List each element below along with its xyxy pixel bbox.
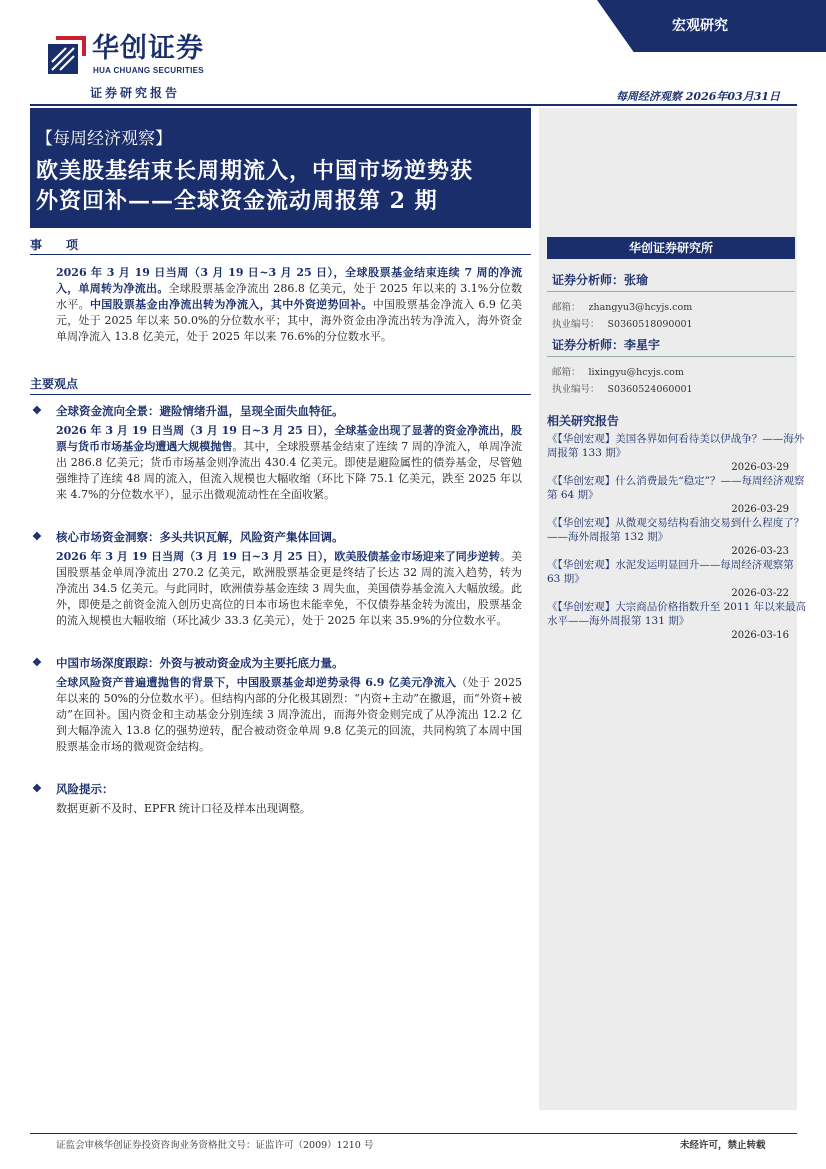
related-reports-header: 相关研究报告 bbox=[547, 414, 620, 428]
diamond-bullet-icon: ❖ bbox=[32, 404, 42, 417]
point-heading: 全球资金流向全景：避险情绪升温，呈现全面失血特征。 bbox=[56, 404, 344, 418]
risk-heading: 风险提示： bbox=[56, 782, 114, 796]
company-logo-icon bbox=[42, 34, 86, 74]
report-info: 每周经济观察 2026年03月31日 bbox=[615, 90, 780, 103]
page-title-line-2: 外资回补——全球资金流动周报第 2 期 bbox=[36, 188, 438, 214]
diamond-bullet-icon: ❖ bbox=[32, 782, 42, 795]
cert-label: 执业编号： bbox=[552, 384, 600, 395]
related-report-link[interactable]: 《【华创宏观】大宗商品价格指数升至 2011 年以来最高水平——海外周报第 131 期》 bbox=[547, 601, 807, 627]
analyst-cert-row bbox=[552, 381, 693, 395]
views-header: 主要观点 bbox=[30, 377, 79, 391]
events-bold-2: 中国股票基金由净流出转为净流入，其中外资逆势回补。 bbox=[89, 298, 373, 311]
point-heading: 中国市场深度跟踪：外资与被动资金成为主要托底力量。 bbox=[56, 656, 344, 670]
analyst-email-row bbox=[552, 299, 692, 313]
analyst-divider bbox=[547, 291, 795, 292]
footer-license: 证监会审核华创证券投资咨询业务资格批文号：证监许可（2009）1210 号 bbox=[56, 1140, 374, 1151]
point-bold: 2026 年 3 月 19 日当周（3 月 19 日~3 月 25 日），全球基金出现了显著的资金净流出，股票与货币市场基金均遭遇大规模抛售 bbox=[56, 424, 522, 453]
point-text: 。美国股票基金单周净流出 270.2 亿美元，欧洲股票基金更是终结了长达 32 周的流入趋势，转为净流出 34.5 亿美元。与此同时，欧洲债券基金连续 3 周失血，美国债券基金流入大幅放缓。此外，即使是之前资金流入创历史高位的日本市场也未能幸免，不仅债券基金转为流出，股票基金的流入规模也大幅收缩（环比减少 33.3 亿美元），处于 2025 年以来 35.9%的分位数水平。 bbox=[56, 550, 523, 627]
email-label: 邮箱： bbox=[552, 302, 581, 313]
point-heading: 核心市场资金洞察：多头共识瓦解，风险资产集体回调。 bbox=[56, 530, 344, 544]
point-paragraph bbox=[56, 549, 522, 629]
document-type: 证券研究报告 bbox=[90, 86, 181, 100]
footer-copyright: 未经许可，禁止转载 bbox=[680, 1140, 766, 1151]
cert-label: 执业编号： bbox=[552, 319, 600, 330]
point-text: 。其中，全球股票基金结束了连续 7 周的净流入，单周净流出 286.8 亿美元；货币市场基金则净流出 430.4 亿美元。即使是避险属性的债券基金，尽管勉强维持了连续 48 周的流入，但流入规模也大幅收缩（环比下降 75.1 亿美元，跌至 2025 年以来 4.7%的分位数水平），显示出微观流动性在全面收紧。 bbox=[56, 440, 522, 501]
analyst-cert: S0360524060001 bbox=[607, 384, 693, 395]
related-report-date: 2026-03-23 bbox=[731, 546, 789, 557]
related-report-link[interactable]: 《【华创宏观】美国各界如何看待美以伊战争？——海外周报第 133 期》 bbox=[547, 433, 805, 459]
related-report-link[interactable]: 《【华创宏观】从微观交易结构看油交易到什么程度了？——海外周报第 132 期》 bbox=[547, 517, 805, 543]
page-title-line-1: 欧美股基结束长周期流入，中国市场逆势获 bbox=[36, 158, 474, 184]
analyst-title: 证券分析师：李星宇 bbox=[552, 338, 661, 352]
related-report-date: 2026-03-29 bbox=[731, 504, 789, 515]
related-report-date: 2026-03-29 bbox=[731, 462, 789, 473]
related-report-date: 2026-03-16 bbox=[731, 630, 789, 641]
risk-text: 数据更新不及时、EPFR 统计口径及样本出现调整。 bbox=[56, 802, 311, 815]
events-text-2: 中国股票基金净流入 6.9 亿美元，处于 2025 年以来 50.0%的分位数水平；其中，海外资金由净流出转为净流入，海外资金单周净流入 13.8 亿美元，处于 2025 年以来 76.6%的分位数水平。 bbox=[56, 298, 522, 343]
diamond-bullet-icon: ❖ bbox=[32, 656, 42, 669]
point-paragraph bbox=[56, 423, 522, 503]
footer-divider bbox=[30, 1133, 797, 1134]
series-tag: 【每周经济观察】 bbox=[36, 129, 172, 149]
analyst-divider bbox=[547, 356, 795, 357]
related-report-link[interactable]: 《【华创宏观】什么消费最先“稳定”？——每周经济观察第 64 期》 bbox=[547, 475, 805, 501]
events-bold-1: 2026 年 3 月 19 日当周（3 月 19 日~3 月 25 日），全球股票基金结束连续 7 周的净流入，单周转为净流出。 bbox=[56, 266, 522, 295]
events-text-1: 全球股票基金净流出 286.8 亿美元，处于 2025 年以来的 3.1%分位数水平。 bbox=[56, 282, 522, 311]
analyst-cert: S0360518090001 bbox=[607, 319, 693, 330]
header-divider bbox=[30, 104, 797, 106]
related-report-date: 2026-03-22 bbox=[731, 588, 789, 599]
events-paragraph bbox=[56, 265, 522, 345]
point-bold: 全球风险资产普遍遭抛售的背景下，中国股票基金却逆势录得 6.9 亿美元净流入 bbox=[56, 676, 457, 689]
analyst-email[interactable]: lixingyu@hcyjs.com bbox=[588, 367, 684, 378]
point-bold: 2026 年 3 月 19 日当周（3 月 19 日~3 月 25 日），欧美股债基金市场迎来了同步逆转 bbox=[56, 550, 500, 563]
email-label: 邮箱： bbox=[552, 367, 581, 378]
analyst-email-row bbox=[552, 364, 684, 378]
company-name-en: HUA CHUANG SECURITIES bbox=[93, 66, 204, 75]
institute-label: 华创证券研究所 bbox=[547, 237, 795, 259]
analyst-cert-row bbox=[552, 316, 693, 330]
analyst-email[interactable]: zhangyu3@hcyjs.com bbox=[588, 302, 693, 313]
events-header: 事 项 bbox=[30, 238, 79, 252]
point-paragraph bbox=[56, 675, 522, 755]
company-name-cn: 华创证券 bbox=[92, 33, 204, 64]
point-text: （处于 2025 年以来的 50%的分位数水平）。但结构内部的分化极其剧烈：“内资+主动”在撤退，而“外资+被动”在回补。国内资金和主动基金分别连续 3 周净流出，而海外资金则完成了从净流出 12.2 亿到大幅净流入 13.8 亿的强势逆转，配合被动资金单周 9.8 亿美元的回流，共同构筑了本周中国股票基金市场的微观资金结构。 bbox=[56, 676, 522, 753]
analyst-title: 证券分析师：张瑜 bbox=[552, 273, 649, 287]
diamond-bullet-icon: ❖ bbox=[32, 530, 42, 543]
header-tab-label: 宏观研究 bbox=[672, 18, 728, 34]
events-divider bbox=[30, 254, 531, 255]
views-divider bbox=[30, 394, 531, 395]
related-report-link[interactable]: 《【华创宏观】水泥发运明显回升——每周经济观察第 63 期》 bbox=[547, 559, 794, 585]
